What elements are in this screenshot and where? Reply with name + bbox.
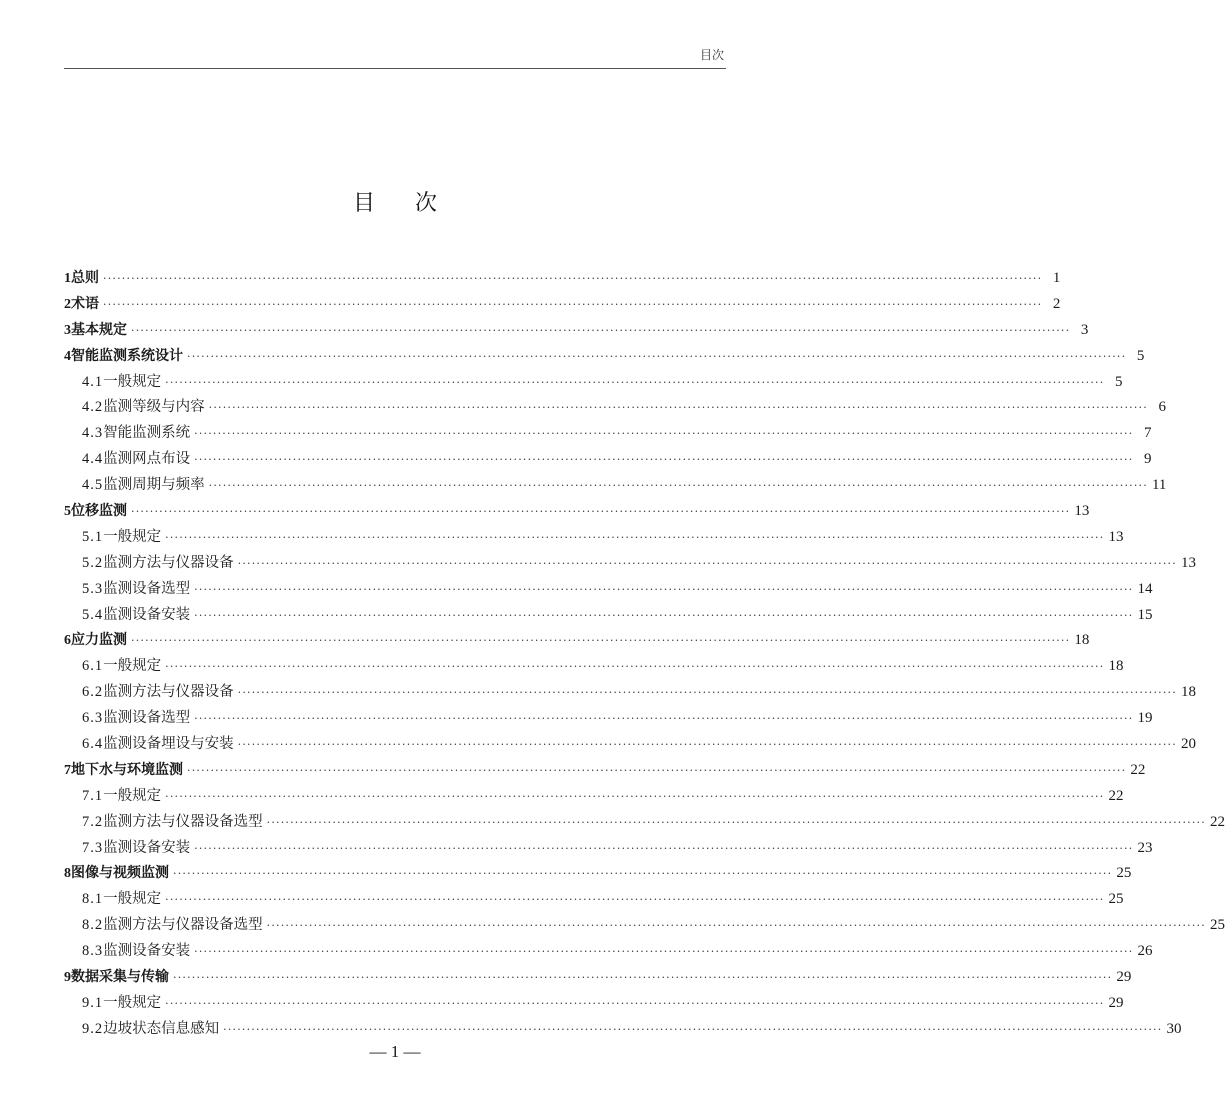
toc-dot-leader: ········································································································································································································ bbox=[187, 763, 1127, 777]
toc-section-entry[interactable] bbox=[64, 784, 1124, 810]
toc-entry-label: 监测方法与仪器设备选型 bbox=[103, 813, 263, 830]
toc-section-entry[interactable] bbox=[64, 551, 1196, 577]
toc-section-entry[interactable] bbox=[64, 654, 1124, 680]
toc-entry-label: 位移监测 bbox=[71, 503, 127, 520]
running-header: 目次 bbox=[699, 48, 724, 62]
toc-chapter-entry[interactable] bbox=[64, 628, 1090, 654]
toc-entry-number: 7.1 bbox=[82, 787, 104, 804]
toc-entry-label: 监测方法与仪器设备 bbox=[103, 684, 234, 701]
toc-chapter-entry[interactable] bbox=[64, 965, 1132, 991]
toc-section-entry[interactable] bbox=[64, 810, 1225, 836]
toc-dot-leader: ········································································································································································································ bbox=[266, 815, 1206, 829]
toc-entry-number: 4 bbox=[64, 348, 71, 364]
toc-entry-label: 监测周期与频率 bbox=[103, 477, 205, 494]
toc-entry-number: 4.4 bbox=[82, 451, 104, 468]
toc-entry-page: 20 bbox=[1180, 736, 1196, 753]
toc-dot-leader: ········································································································································································································ bbox=[194, 582, 1134, 596]
toc-entry-page: 18 bbox=[1180, 684, 1196, 701]
toc-dot-leader: ········································································································································································································ bbox=[173, 867, 1113, 881]
toc-dot-leader: ········································································································································································································ bbox=[194, 712, 1134, 726]
toc-chapter-entry[interactable] bbox=[64, 292, 1061, 318]
toc-entry-label: 监测方法与仪器设备 bbox=[103, 554, 234, 571]
toc-entry-number: 4.1 bbox=[82, 373, 104, 390]
toc-chapter-entry[interactable] bbox=[64, 499, 1090, 525]
toc-entry-number: 6.2 bbox=[82, 684, 104, 701]
toc-entry-label: 监测设备选型 bbox=[103, 710, 191, 727]
toc-entry-number: 9.1 bbox=[82, 994, 104, 1011]
toc-dot-leader: ········································································································································································································ bbox=[187, 349, 1127, 363]
toc-entry-label: 监测设备安装 bbox=[103, 606, 191, 623]
toc-entry-label: 监测设备埋设与安装 bbox=[103, 736, 234, 753]
toc-entry-number: 4.5 bbox=[82, 477, 104, 494]
toc-section-entry[interactable] bbox=[64, 447, 1152, 473]
toc-entry-label: 边坡状态信息感知 bbox=[103, 1020, 220, 1037]
toc-entry-page: 22 bbox=[1108, 787, 1124, 804]
toc-dot-leader: ········································································································································································································ bbox=[237, 686, 1177, 700]
toc-dot-leader: ········································································································································································································ bbox=[131, 505, 1071, 519]
toc-entry-page: 25 bbox=[1116, 865, 1132, 882]
page-number: — 1 — bbox=[369, 1042, 421, 1061]
toc-dot-leader: ········································································································································································································ bbox=[194, 453, 1134, 467]
toc-dot-leader: ········································································································································································································ bbox=[165, 375, 1105, 389]
toc-dot-leader: ········································································································································································································ bbox=[165, 789, 1105, 803]
toc-entry-number: 6.1 bbox=[82, 658, 104, 675]
toc-entry-label: 监测设备选型 bbox=[103, 580, 191, 597]
toc-entry-page: 26 bbox=[1137, 943, 1153, 960]
toc-section-entry[interactable] bbox=[64, 1017, 1182, 1043]
toc-entry-page: 22 bbox=[1130, 761, 1146, 778]
toc-dot-leader: ········································································································································································································ bbox=[208, 401, 1148, 415]
toc-entry-page: 6 bbox=[1158, 399, 1166, 416]
toc-entry-page: 15 bbox=[1137, 606, 1153, 623]
page-title: 目次 bbox=[352, 191, 477, 216]
toc-dot-leader: ········································································································································································································ bbox=[266, 919, 1206, 933]
toc-entry-number: 2 bbox=[64, 296, 71, 312]
toc-chapter-entry[interactable] bbox=[64, 318, 1089, 344]
toc-entry-label: 地下水与环境监测 bbox=[71, 761, 183, 778]
toc-dot-leader: ········································································································································································································ bbox=[165, 893, 1105, 907]
toc-entry-label: 数据采集与传输 bbox=[71, 969, 169, 986]
toc-entry-label: 总则 bbox=[71, 270, 99, 286]
toc-entry-number: 5.3 bbox=[82, 580, 104, 597]
toc-entry-page: 5 bbox=[1136, 347, 1145, 364]
toc-dot-leader: ········································································································································································································ bbox=[223, 1022, 1163, 1036]
toc-entry-number: 8.3 bbox=[82, 943, 104, 960]
toc-entry-number: 7 bbox=[64, 762, 71, 778]
toc-entry-label: 监测网点布设 bbox=[103, 451, 191, 468]
toc-dot-leader: ········································································································································································································ bbox=[194, 841, 1134, 855]
toc-entry-number: 4.3 bbox=[82, 425, 104, 442]
toc-entry-page: 13 bbox=[1108, 528, 1124, 545]
toc-dot-leader: ········································································································································································································ bbox=[194, 608, 1134, 622]
toc-chapter-entry[interactable] bbox=[64, 344, 1145, 370]
toc-entry-page: 25 bbox=[1108, 891, 1124, 908]
toc-section-entry[interactable] bbox=[64, 732, 1196, 758]
toc-section-entry[interactable] bbox=[64, 706, 1153, 732]
toc-dot-leader: ········································································································································································································ bbox=[165, 660, 1105, 674]
toc-entry-number: 5.2 bbox=[82, 554, 104, 571]
toc-entry-page: 19 bbox=[1137, 710, 1153, 727]
toc-dot-leader: ········································································································································································································ bbox=[165, 996, 1105, 1010]
toc-entry-page: 3 bbox=[1080, 321, 1089, 338]
toc-entry-number: 8 bbox=[64, 866, 71, 882]
toc-section-entry[interactable] bbox=[64, 603, 1153, 629]
toc-entry-number: 7.2 bbox=[82, 813, 104, 830]
toc-section-entry[interactable] bbox=[64, 913, 1225, 939]
toc-entry-label: 智能监测系统 bbox=[103, 425, 191, 442]
toc-entry-label: 一般规定 bbox=[103, 373, 162, 390]
toc-entry-page: 22 bbox=[1209, 813, 1225, 830]
toc-section-entry[interactable] bbox=[64, 680, 1196, 706]
toc-dot-leader: ········································································································································································································ bbox=[131, 634, 1071, 648]
toc-section-entry[interactable] bbox=[64, 525, 1124, 551]
toc-dot-leader: ········································································································································································································ bbox=[237, 556, 1177, 570]
header-rule bbox=[64, 68, 726, 69]
toc-entry-number: 6 bbox=[64, 633, 71, 649]
toc-section-entry[interactable] bbox=[64, 939, 1153, 965]
toc-dot-leader: ········································································································································································································ bbox=[131, 323, 1071, 337]
toc-section-entry[interactable] bbox=[64, 887, 1124, 913]
toc-entry-page: 11 bbox=[1151, 477, 1167, 494]
toc-dot-leader: ········································································································································································································ bbox=[208, 479, 1148, 493]
toc-entry-page: 18 bbox=[1108, 658, 1124, 675]
toc-entry-page: 13 bbox=[1074, 503, 1090, 520]
toc-section-entry[interactable] bbox=[64, 395, 1166, 421]
toc-section-entry[interactable] bbox=[64, 421, 1152, 447]
toc-entry-label: 一般规定 bbox=[103, 891, 162, 908]
toc-entry-label: 监测等级与内容 bbox=[103, 399, 205, 416]
toc-entry-number: 4.2 bbox=[82, 399, 104, 416]
toc-entry-number: 3 bbox=[64, 322, 71, 338]
toc-entry-page: 29 bbox=[1116, 969, 1132, 986]
toc-entry-number: 8.1 bbox=[82, 891, 104, 908]
toc-entry-label: 一般规定 bbox=[103, 528, 162, 545]
toc-entry-page: 5 bbox=[1114, 373, 1123, 390]
toc-entry-label: 图像与视频监测 bbox=[71, 865, 169, 882]
toc-dot-leader: ········································································································································································································ bbox=[103, 272, 1043, 285]
toc-entry-label: 一般规定 bbox=[103, 658, 162, 675]
toc-section-entry[interactable] bbox=[64, 836, 1153, 862]
toc-entry-number: 5 bbox=[64, 504, 71, 520]
toc-dot-leader: ········································································································································································································ bbox=[165, 530, 1105, 544]
toc-section-entry[interactable] bbox=[64, 991, 1124, 1017]
toc-entry-page: 2 bbox=[1052, 295, 1061, 312]
toc-entry-label: 一般规定 bbox=[103, 994, 162, 1011]
toc-entry-page: 1 bbox=[1052, 270, 1061, 286]
toc-chapter-entry[interactable] bbox=[64, 266, 1061, 292]
toc-section-entry[interactable] bbox=[64, 577, 1153, 603]
toc-entry-label: 监测设备安装 bbox=[103, 943, 191, 960]
toc-entry-number: 6.3 bbox=[82, 710, 104, 727]
toc-entry-page: 25 bbox=[1209, 917, 1225, 934]
toc-entry-page: 30 bbox=[1166, 1020, 1182, 1037]
toc-entry-number: 9 bbox=[64, 970, 71, 986]
toc-dot-leader: ········································································································································································································ bbox=[237, 738, 1177, 752]
toc-entry-page: 9 bbox=[1143, 451, 1152, 468]
toc-entry-page: 7 bbox=[1143, 425, 1152, 442]
toc-entry-label: 基本规定 bbox=[71, 321, 127, 338]
toc-entry-label: 一般规定 bbox=[103, 787, 162, 804]
toc-entry-number: 5.1 bbox=[82, 528, 104, 545]
toc-entry-number: 9.2 bbox=[82, 1020, 104, 1037]
toc-entry-page: 23 bbox=[1137, 839, 1153, 856]
toc-chapter-entry[interactable] bbox=[64, 861, 1132, 887]
toc-dot-leader: ········································································································································································································ bbox=[194, 945, 1134, 959]
table-of-contents bbox=[64, 266, 1225, 1043]
toc-entry-page: 14 bbox=[1137, 580, 1153, 597]
toc-entry-page: 18 bbox=[1074, 632, 1090, 649]
toc-entry-page: 29 bbox=[1108, 994, 1124, 1011]
toc-entry-label: 术语 bbox=[71, 295, 99, 312]
toc-entry-label: 应力监测 bbox=[71, 632, 127, 649]
toc-entry-number: 6.4 bbox=[82, 736, 104, 753]
toc-entry-number: 8.2 bbox=[82, 917, 104, 934]
toc-entry-number: 1 bbox=[64, 271, 71, 286]
toc-entry-label: 智能监测系统设计 bbox=[71, 347, 183, 364]
toc-entry-number: 5.4 bbox=[82, 606, 104, 623]
toc-entry-page: 13 bbox=[1180, 554, 1196, 571]
toc-dot-leader: ········································································································································································································ bbox=[173, 971, 1113, 985]
toc-section-entry[interactable] bbox=[64, 473, 1167, 499]
toc-dot-leader: ········································································································································································································ bbox=[103, 297, 1043, 311]
toc-dot-leader: ········································································································································································································ bbox=[194, 427, 1134, 441]
toc-entry-label: 监测方法与仪器设备选型 bbox=[103, 917, 263, 934]
toc-section-entry[interactable] bbox=[64, 370, 1123, 396]
toc-chapter-entry[interactable] bbox=[64, 758, 1146, 784]
toc-entry-number: 7.3 bbox=[82, 839, 104, 856]
toc-entry-label: 监测设备安装 bbox=[103, 839, 191, 856]
